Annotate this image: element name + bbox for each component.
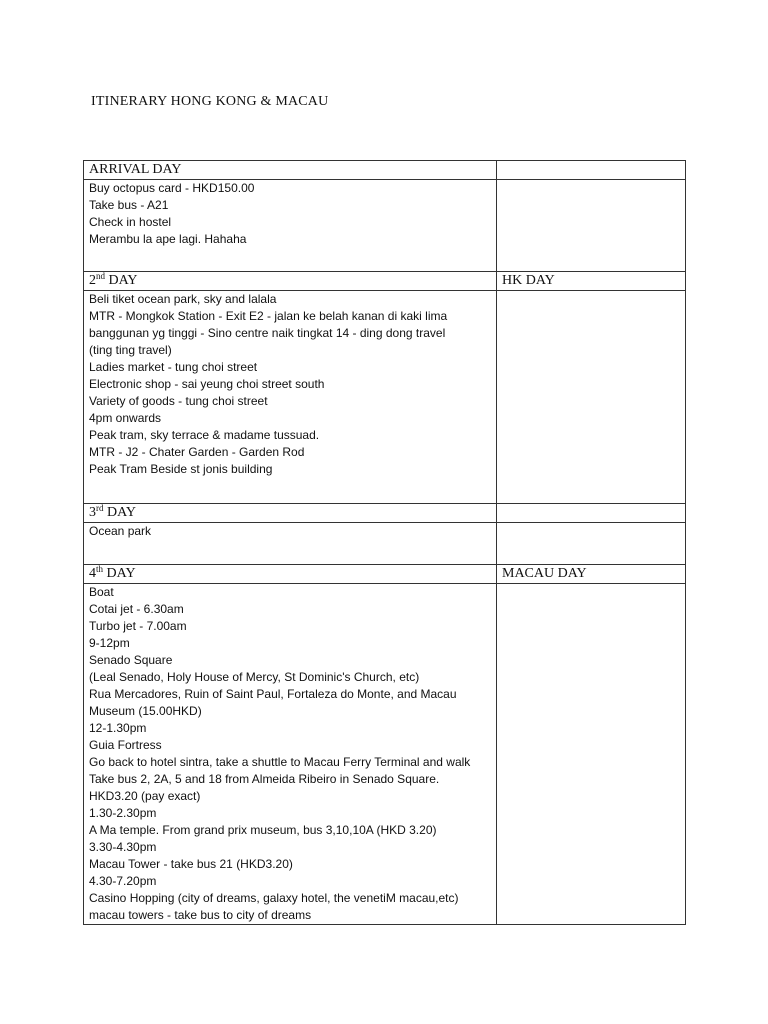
activity-line: Take bus - A21 — [89, 198, 169, 212]
activity-line: Ladies market - tung choi street — [89, 360, 258, 374]
day-tag-cell — [497, 161, 686, 180]
activity-line: Beli tiket ocean park, sky and lalala — [89, 292, 277, 306]
day-tag-cell — [497, 272, 686, 291]
activity-line: Turbo jet - 7.00am — [89, 619, 187, 633]
activity-line: Casino Hopping (city of dreams, galaxy hotel, the venetiM macau,etc) — [89, 891, 459, 905]
activity-line: HKD3.20 (pay exact) — [89, 789, 201, 803]
activity-line: Cotai jet - 6.30am — [89, 602, 184, 616]
day-label: DAY — [103, 505, 137, 520]
day-activities-cell — [84, 180, 497, 272]
day-label: DAY — [105, 273, 138, 288]
day-header-row — [84, 272, 686, 291]
activity-line: 4pm onwards — [89, 411, 162, 425]
day-notes-cell — [497, 584, 686, 925]
day-title-cell — [84, 272, 497, 291]
day-tag-cell — [497, 565, 686, 584]
day-title-cell — [84, 504, 497, 523]
day-number: 2 — [89, 273, 96, 288]
day-ordinal-suffix: nd — [96, 271, 105, 281]
day-notes-cell — [497, 291, 686, 504]
activity-line: Electronic shop - sai yeung choi street south — [89, 377, 325, 391]
activity-line: Boat — [89, 585, 114, 599]
day-label: DAY — [103, 566, 136, 581]
day-tag: MACAU DAY — [502, 566, 587, 581]
activity-line: Buy octopus card - HKD150.00 — [89, 181, 255, 195]
activity-line: 3.30-4.30pm — [89, 840, 157, 854]
activity-line: Rua Mercadores, Ruin of Saint Paul, Fortaleza do Monte, and Macau — [89, 687, 457, 701]
activity-line: 12-1.30pm — [89, 721, 147, 735]
activity-line: Take bus 2, 2A, 5 and 18 from Almeida Ribeiro in Senado Square. — [89, 772, 440, 786]
day-notes-cell — [497, 523, 686, 565]
activity-line: banggunan yg tinggi - Sino centre naik tingkat 14 - ding dong travel — [89, 326, 446, 340]
day-number: 3 — [89, 505, 96, 520]
activity-line: MTR - J2 - Chater Garden - Garden Rod — [89, 445, 305, 459]
activity-line: Senado Square — [89, 653, 173, 667]
day-body-row — [84, 291, 686, 504]
day-activities-cell — [84, 523, 497, 565]
activity-line: Museum (15.00HKD) — [89, 704, 202, 718]
day-activities-cell — [84, 291, 497, 504]
activity-line: Peak Tram Beside st jonis building — [89, 462, 273, 476]
day-label: ARRIVAL DAY — [89, 162, 182, 177]
activity-line: 9-12pm — [89, 636, 130, 650]
day-ordinal-suffix: th — [96, 564, 104, 574]
day-header-row — [84, 504, 686, 523]
activity-line: Guia Fortress — [89, 738, 162, 752]
activity-line: A Ma temple. From grand prix museum, bus 3,10,10A (HKD 3.20) — [89, 823, 437, 837]
day-activities-cell — [84, 584, 497, 925]
activity-line: macau towers - take bus to city of dreams — [89, 908, 312, 922]
activity-line: Merambu la ape lagi. Hahaha — [89, 232, 247, 246]
activity-line: (ting ting travel) — [89, 343, 172, 357]
day-body-row — [84, 180, 686, 272]
day-title-cell — [84, 565, 497, 584]
day-number: 4 — [89, 566, 96, 581]
day-header-row — [84, 161, 686, 180]
day-tag: HK DAY — [502, 273, 555, 288]
activity-line: 1.30-2.30pm — [89, 806, 157, 820]
activity-line: Peak tram, sky terrace & madame tussuad. — [89, 428, 320, 442]
document-title: ITINERARY HONG KONG & MACAU — [91, 94, 329, 109]
activity-line: Go back to hotel sintra, take a shuttle to Macau Ferry Terminal and walk — [89, 755, 471, 769]
activity-line: Macau Tower - take bus 21 (HKD3.20) — [89, 857, 293, 871]
day-notes-cell — [497, 180, 686, 272]
activity-line: 4.30-7.20pm — [89, 874, 157, 888]
activity-line: Check in hostel — [89, 215, 172, 229]
day-ordinal-suffix: rd — [96, 503, 104, 513]
day-body-row — [84, 584, 686, 925]
activity-line: (Leal Senado, Holy House of Mercy, St Dominic's Church, etc) — [89, 670, 420, 684]
day-body-row — [84, 523, 686, 565]
activity-line: Variety of goods - tung choi street — [89, 394, 268, 408]
day-title-cell — [84, 161, 497, 180]
activity-line: MTR - Mongkok Station - Exit E2 - jalan ke belah kanan di kaki lima — [89, 309, 448, 323]
activity-line: Ocean park — [89, 524, 152, 538]
day-tag-cell — [497, 504, 686, 523]
day-header-row — [84, 565, 686, 584]
itinerary-table — [83, 160, 686, 925]
